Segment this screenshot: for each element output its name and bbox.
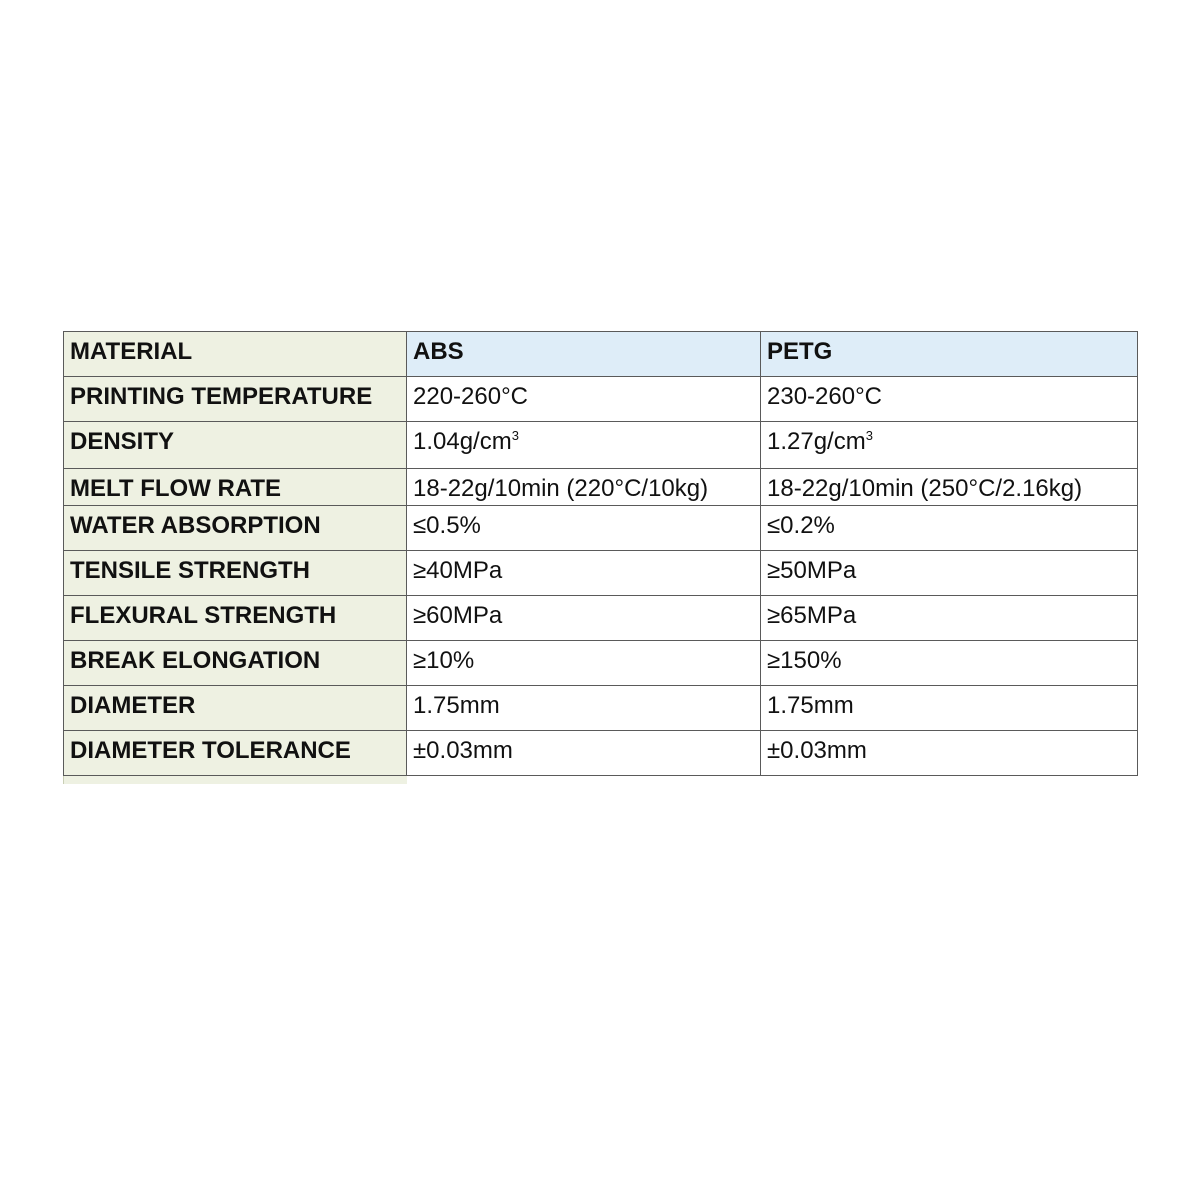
petg-density-text: 1.27g/cm [767,428,866,455]
row-label: DENSITY [64,422,407,469]
header-material-label: MATERIAL [64,332,407,377]
petg-value: 230-260°C [761,377,1138,422]
table-row [64,377,1138,422]
abs-value: 18-22g/10min (220°C/10kg) [407,469,761,506]
abs-value: ≥40MPa [407,551,761,596]
density-superscript: 3 [865,428,873,443]
petg-value: ±0.03mm [761,731,1138,776]
row-label: BREAK ELONGATION [64,641,407,686]
table-row [64,551,1138,596]
row-label: TENSILE STRENGTH [64,551,407,596]
abs-value: 220-260°C [407,377,761,422]
header-abs: ABS [407,332,761,377]
table-row [64,731,1138,776]
petg-value: 18-22g/10min (250°C/2.16kg) [761,469,1138,506]
petg-value [761,422,1138,469]
footer-strip-cell [761,776,1138,785]
filament-spec-table [63,331,1138,784]
abs-value [407,422,761,469]
table-row [64,641,1138,686]
petg-value: ≥50MPa [761,551,1138,596]
petg-value: 1.75mm [761,686,1138,731]
abs-value: 1.75mm [407,686,761,731]
abs-density-text: 1.04g/cm [413,428,512,455]
row-label: DIAMETER TOLERANCE [64,731,407,776]
density-superscript: 3 [511,428,519,443]
table-footer-strip [64,776,1138,785]
row-label: PRINTING TEMPERATURE [64,377,407,422]
row-label: WATER ABSORPTION [64,506,407,551]
table-row [64,596,1138,641]
table-row [64,422,1138,469]
table-row [64,469,1138,506]
petg-value: ≤0.2% [761,506,1138,551]
row-label: MELT FLOW RATE [64,469,407,506]
table-header-row [64,332,1138,377]
table-row [64,506,1138,551]
petg-value: ≥150% [761,641,1138,686]
abs-value: ≥60MPa [407,596,761,641]
row-label: FLEXURAL STRENGTH [64,596,407,641]
header-petg: PETG [761,332,1138,377]
petg-value: ≥65MPa [761,596,1138,641]
footer-strip-cell [407,776,761,785]
row-label: DIAMETER [64,686,407,731]
footer-strip-cell [64,776,407,785]
table-row [64,686,1138,731]
abs-value: ≥10% [407,641,761,686]
abs-value: ≤0.5% [407,506,761,551]
abs-value: ±0.03mm [407,731,761,776]
